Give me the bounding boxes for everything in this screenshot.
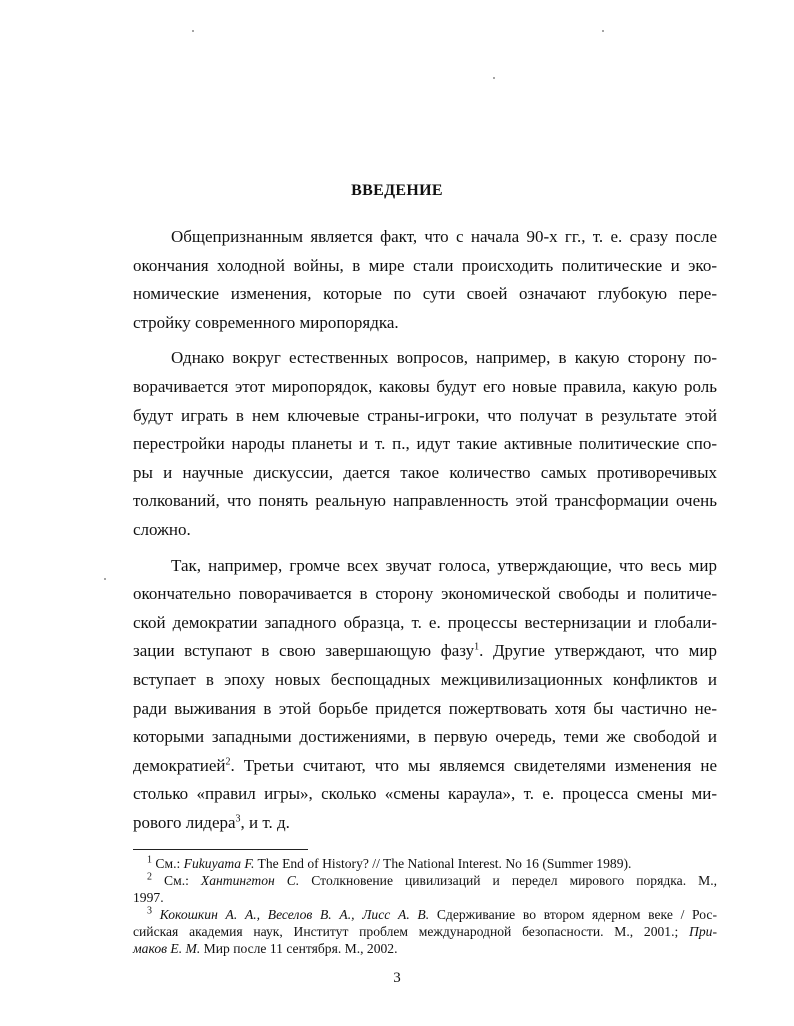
footnote-prefix: См.:: [155, 856, 184, 871]
footnote-number: 2: [147, 871, 152, 883]
text-line: ворачивается этот миропорядок, каковы будут его новые правила, какую роль: [133, 376, 717, 396]
text-fragment: , и т. д.: [240, 812, 290, 832]
text-line: [133, 809, 717, 838]
text-line: перестройки народы планеты и т. п., идут такие активные политические спо-: [133, 434, 717, 454]
text-line: Однако вокруг естественных вопросов, например, в какую сторону по-: [171, 348, 717, 368]
footnote-line: [133, 940, 717, 957]
scan-speck: [602, 30, 604, 32]
text-line: Общепризнанным является факт, что с начала 90-х гг., т. е. сразу после: [171, 227, 717, 246]
text-line: которыми западными достижениями, в первую очередь, теми же свободой и: [133, 727, 717, 747]
footnotes: [133, 855, 717, 957]
text-fragment: зации вступают в свою завершающую фазу: [133, 641, 475, 661]
text-fragment: рового лидера: [133, 812, 236, 832]
scan-speck: [493, 77, 495, 79]
body-text: [133, 223, 717, 844]
scan-speck: [192, 30, 194, 32]
text-line: [133, 752, 717, 781]
text-line: будут играть в нем ключевые страны-игроки, что получат в результате этой: [133, 405, 717, 425]
page-number: 3: [393, 970, 401, 986]
footnote-line: [133, 855, 717, 872]
footnote-text: Сдерживание во втором ядерном веке / Рос-: [436, 907, 717, 922]
footnote-ref-1[interactable]: 1: [474, 641, 480, 653]
footnote-line: [133, 872, 717, 889]
footnote-author: Fukuyama F.: [183, 856, 255, 871]
scan-speck: [104, 578, 106, 580]
page-title: ВВЕДЕНИЕ: [351, 182, 443, 199]
text-line: толкований, что понять реальную направленность этой трансформации очень: [133, 491, 717, 511]
footnote-line: [133, 923, 717, 940]
footnote-3: [133, 906, 717, 957]
paragraph-2: [133, 344, 717, 544]
paragraph-3: [133, 552, 717, 838]
footnote-prefix: См.:: [164, 873, 201, 888]
footnote-author: Кокошкин А. А., Веселов В. А., Лисс А. В.: [159, 907, 430, 922]
footnote-1: [133, 855, 717, 872]
text-line: ры и научные дискуссии, дается такое количество самых противоречивых: [133, 462, 717, 482]
footnote-number: 3: [147, 905, 152, 917]
text-fragment: демократией: [133, 755, 226, 775]
text-fragment: . Третьи считают, что мы являемся свидетелями изменения не: [230, 755, 717, 775]
text-line: ради выживания в этой борьбе придется пожертвовать хотя бы частично не-: [133, 698, 717, 718]
text-line: столько «правил игры», сколько «смены караула», т. е. процесса смены ми-: [133, 784, 717, 804]
text-line: [133, 637, 717, 666]
footnote-number: 1: [147, 854, 152, 866]
footnote-line: [133, 906, 717, 923]
text-fragment: . Другие утверждают, что мир: [479, 641, 717, 661]
footnote-text: The End of History? // The National Interest. No 16 (Summer 1989).: [257, 856, 632, 871]
footnote-text: Столкновение цивилизаций и передел мирового порядка. М.,: [311, 873, 717, 888]
footnote-ref-3[interactable]: 3: [235, 813, 241, 825]
footnote-author: При-: [689, 924, 717, 939]
footnote-author: Хантингтон С.: [200, 873, 300, 888]
footnote-text: сийская академия наук, Институт проблем международной безопасности. М., 2001.;: [133, 924, 679, 939]
text-line: вступает в эпоху новых беспощадных межцивилизационных конфликтов и: [133, 669, 717, 689]
footnote-ref-2[interactable]: 2: [225, 756, 231, 768]
text-line: окончательно поворачивается в сторону экономической свободы и политиче-: [133, 584, 717, 604]
text-line: номические изменения, которые по сути своей означают глубокую пере-: [133, 284, 717, 304]
footnote-text: Мир после 11 сентября. М., 2002.: [203, 941, 398, 956]
footnote-2: [133, 872, 717, 906]
footnote-line: 1997.: [133, 890, 164, 905]
text-line: стройку современного миропорядка.: [133, 312, 399, 332]
footnote-author: маков Е. М.: [133, 941, 201, 956]
text-line: окончания холодной войны, в мире стали происходить политические и эко-: [133, 255, 717, 275]
text-line: ской демократии западного образца, т. е. процессы вестернизации и глобали-: [133, 612, 717, 632]
footnote-separator: [133, 849, 308, 850]
text-line: Так, например, громче всех звучат голоса, утверждающие, что весь мир: [171, 555, 717, 575]
text-line: сложно.: [133, 519, 191, 539]
paragraph-1: [133, 223, 717, 337]
